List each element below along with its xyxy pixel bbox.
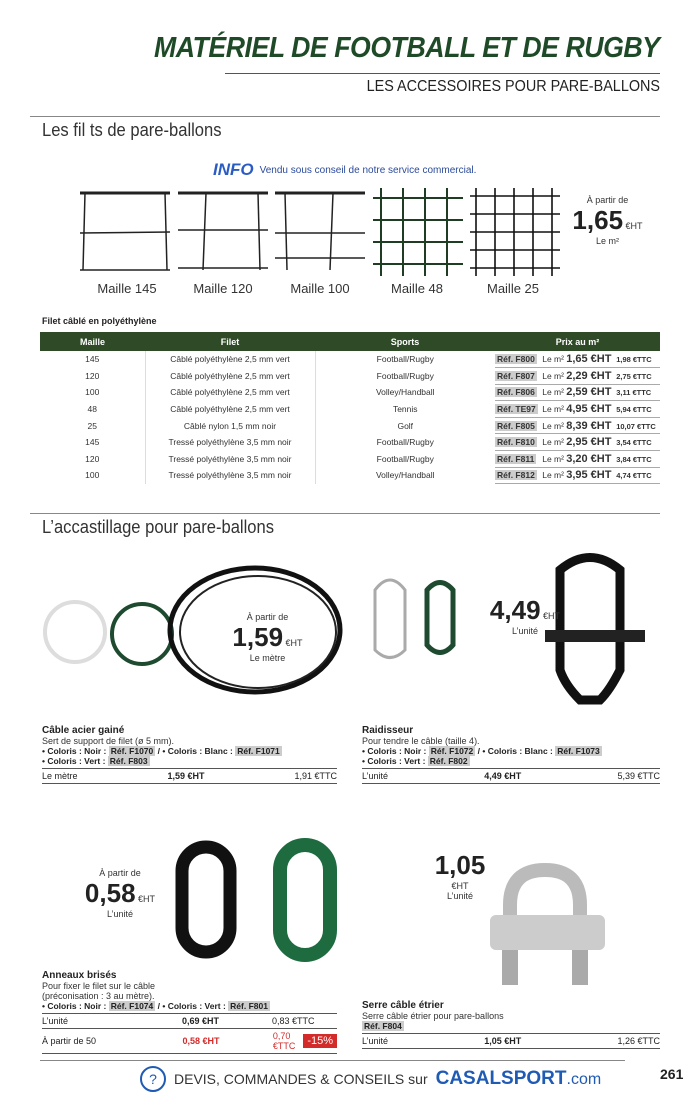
cell-unit-text: Le m²: [542, 420, 564, 431]
table-row: [40, 384, 660, 401]
cell-filet-text: Câblé polyéthylène 2,5 mm vert: [170, 404, 290, 415]
net-48-image: [373, 188, 463, 276]
net-145-image: [80, 193, 170, 270]
price-row-label: Le mètre: [42, 771, 78, 781]
product-cable: [42, 725, 337, 784]
cell-filet: [145, 368, 315, 385]
product-name: Serre câble étrier: [362, 1000, 444, 1011]
color-label: / • Coloris : Blanc :: [475, 746, 556, 756]
color-label: • Coloris : Noir :: [362, 746, 429, 756]
brand-name: CASALSPORT: [435, 1068, 567, 1089]
anneaux-image: [170, 835, 340, 965]
price-unit: €HT: [543, 611, 561, 621]
raidisseur-price-block: [480, 595, 570, 636]
price-unit: €HT: [138, 894, 156, 904]
cell-price-ht: [566, 417, 616, 434]
cell-filet: [145, 384, 315, 401]
cell-filet-text: Câblé polyéthylène 2,5 mm vert: [170, 354, 290, 365]
cell-sport-text: Football/Rugby: [376, 437, 434, 448]
cell-ref-text: Réf. F805: [497, 420, 535, 431]
cell-price-ttc: [616, 368, 660, 385]
cell-maille-text: 120: [85, 370, 100, 381]
cell-ref-text: Réf. F800: [497, 354, 535, 365]
price-ttc: 5,39 €TTC: [617, 771, 660, 781]
net-label: Maille 120: [193, 281, 253, 296]
ref-badge: Réf. F802: [429, 756, 468, 766]
price-from: À partir de: [99, 868, 141, 878]
cell-filet-text: Tressé polyéthylène 3,5 mm noir: [168, 453, 292, 464]
price-per: Le mètre: [249, 653, 286, 663]
page-title: MATÉRIEL DE FOOTBALL ET DE RUGBY: [154, 32, 660, 64]
cell-price-ht: [566, 368, 616, 385]
price-ttc: 1,91 €TTC: [294, 771, 337, 781]
cell-unit-text: Le m²: [542, 354, 564, 365]
price-per: L’unité: [106, 909, 134, 919]
color-label: / • Coloris : Blanc :: [155, 746, 236, 756]
cell-price-ht-text: 2,95 €HT: [566, 436, 612, 449]
cell-filet-text: Câblé polyéthylène 2,5 mm vert: [170, 387, 290, 398]
cell-sport-text: Football/Rugby: [376, 370, 434, 381]
price-from: À partir de: [246, 612, 289, 622]
cell-maille-text: 48: [87, 404, 97, 415]
cell-filet: [145, 451, 315, 468]
cell-price-ht: [566, 451, 616, 468]
cell-maille-text: 120: [85, 453, 100, 464]
cell-unit: [542, 467, 566, 484]
ref-badge: Réf. F803: [109, 756, 148, 766]
table-title: Filet câblé en polyéthylène: [42, 316, 157, 326]
nets-price-block: [570, 195, 645, 246]
price-per: L’unité: [511, 626, 539, 636]
divider: [30, 513, 660, 514]
net-label: Maille 145: [97, 281, 157, 296]
cell-price-ttc: [616, 434, 660, 451]
net-25-image: [470, 188, 560, 276]
cell-unit-text: Le m²: [542, 404, 564, 415]
cell-filet-text: Câblé polyéthylène 2,5 mm vert: [170, 370, 290, 381]
cell-sport-text: Football/Rugby: [376, 453, 434, 464]
cell-price-ttc: [616, 351, 660, 368]
cell-price-ttc: [616, 401, 660, 418]
cell-sport: [315, 451, 495, 468]
cell-unit-text: Le m²: [542, 453, 564, 464]
cell-sport: [315, 401, 495, 418]
cell-unit-text: Le m²: [542, 370, 564, 381]
cell-price-ttc-text: 1,98 €TTC: [616, 355, 652, 365]
price-per: Le m²: [595, 236, 619, 246]
product-anneaux: [42, 970, 337, 1054]
product-desc: Sert de support de filet (ø 5 mm).: [42, 736, 175, 746]
cell-ref: [495, 434, 542, 451]
cell-filet-text: Tressé polyéthylène 3,5 mm noir: [168, 437, 292, 448]
section-heading-accastillage: L’accastillage pour pare-ballons: [42, 517, 274, 537]
product-desc: Pour tendre le câble (taille 4).: [362, 736, 480, 746]
product-desc: (préconisation : 3 au mètre).: [42, 991, 155, 1001]
table-row: [40, 351, 660, 368]
cell-price-ttc: [616, 417, 660, 434]
cell-price-ttc-text: 3,84 €TTC: [616, 454, 652, 464]
cell-sport-text: Tennis: [392, 404, 418, 415]
net-label: Maille 25: [486, 281, 540, 296]
ref-badge: Réf. F801: [230, 1001, 268, 1011]
cell-maille: [40, 384, 145, 401]
info-text: Vendu sous conseil de notre service commercial.: [259, 164, 477, 176]
table-row: [40, 417, 660, 434]
cell-price-ht-text: 3,95 €HT: [566, 469, 612, 482]
cell-price-ht: [566, 384, 616, 401]
cell-maille-text: 25: [87, 420, 97, 431]
cell-ref: [495, 351, 542, 368]
price-row-label: L’unité: [362, 1036, 389, 1046]
price-ht: 0,69 €HT: [182, 1016, 220, 1026]
cell-price-ttc-text: 3,54 €TTC: [616, 438, 652, 448]
cell-price-ht-text: 8,39 €HT: [566, 419, 612, 432]
cell-unit: [542, 434, 566, 451]
anneaux-price-block: [80, 868, 160, 919]
color-label: • Coloris : Vert :: [42, 756, 108, 766]
col-sports: Sports: [315, 332, 495, 351]
cell-ref-text: Réf. F812: [497, 470, 535, 481]
price-value: 4,49: [489, 595, 541, 625]
ref-badge: Réf. F1074: [110, 1001, 154, 1011]
cell-ref: [495, 401, 542, 418]
cell-filet: [145, 401, 315, 418]
table-row: [40, 467, 660, 484]
cell-sport: [315, 434, 495, 451]
price-row-label: L’unité: [42, 1016, 69, 1026]
footer-link[interactable]: [436, 1068, 602, 1090]
cell-price-ttc-text: 3,11 €TTC: [616, 388, 652, 398]
cell-maille: [40, 351, 145, 368]
col-price: Prix au m²: [495, 332, 660, 351]
product-name: Câble acier gainé: [42, 725, 125, 736]
price-unit: €HT: [625, 221, 643, 231]
cell-sport-text: Volley/Handball: [375, 387, 435, 398]
price-value: 1,65: [572, 205, 624, 235]
serre-cable-image: [480, 860, 620, 1000]
cell-unit: [542, 417, 566, 434]
ref-badge: Réf. F1072: [430, 746, 474, 756]
table-row: [40, 401, 660, 418]
col-maille: Maille: [40, 332, 145, 351]
cell-sport: [315, 467, 495, 484]
help-chat-icon: ?: [140, 1066, 166, 1092]
price-row-label: L’unité: [362, 771, 389, 781]
price-ttc: 0,83 €TTC: [272, 1016, 315, 1026]
color-label: • Coloris : Noir :: [42, 746, 109, 756]
cell-price-ht: [566, 467, 616, 484]
product-desc: Pour fixer le filet sur le câble: [42, 981, 156, 991]
footer-text: DEVIS, COMMANDES & CONSEILS sur: [174, 1071, 428, 1087]
brand-domain: .com: [566, 1071, 602, 1088]
color-label: • Coloris : Noir :: [42, 1001, 109, 1011]
table-row: [40, 451, 660, 468]
price-value: 1,05: [434, 850, 486, 880]
cell-sport: [315, 351, 495, 368]
product-desc: Serre câble étrier pour pare-ballons: [362, 1011, 504, 1021]
price-ttc: 1,26 €TTC: [617, 1036, 660, 1046]
table-row: [40, 434, 660, 451]
price-unit: €HT: [285, 638, 303, 648]
nets-images: [80, 188, 570, 276]
cell-maille-text: 145: [85, 354, 100, 365]
price-per: L’unité: [446, 891, 474, 901]
serre-price-block: [425, 850, 495, 901]
cell-sport-text: Football/Rugby: [376, 354, 434, 365]
price-ht: 4,49 €HT: [484, 771, 522, 781]
cell-price-ht-text: 3,20 €HT: [566, 452, 612, 465]
divider: [30, 116, 660, 117]
cell-unit-text: Le m²: [542, 387, 564, 398]
cell-maille: [40, 434, 145, 451]
price-unit: €HT: [451, 881, 469, 891]
cell-filet-text: Câblé nylon 1,5 mm noir: [183, 420, 277, 431]
cell-maille-text: 145: [85, 437, 100, 448]
cell-price-ht-text: 1,65 €HT: [566, 353, 612, 366]
cell-maille-text: 100: [85, 387, 100, 398]
cell-price-ttc-text: 10,07 €TTC: [616, 421, 656, 431]
price-row-label: À partir de 50: [42, 1036, 97, 1046]
cell-ref-text: Réf. F811: [497, 453, 535, 464]
cell-filet: [145, 417, 315, 434]
net-label: Maille 100: [290, 281, 350, 296]
cell-price-ht-text: 4,95 €HT: [566, 403, 612, 416]
cell-maille: [40, 467, 145, 484]
color-label: • Coloris : Vert :: [362, 756, 428, 766]
price-ht: 1,05 €HT: [484, 1036, 522, 1046]
cell-price-ht-text: 2,59 €HT: [566, 386, 612, 399]
cell-price-ttc-text: 2,75 €TTC: [616, 371, 652, 381]
cell-price-ttc: [616, 451, 660, 468]
divider: [225, 73, 660, 74]
cell-ref-text: Réf. TE97: [497, 404, 536, 415]
cell-ref: [495, 451, 542, 468]
cell-price-ttc-text: 4,74 €TTC: [616, 471, 652, 481]
cell-unit-text: Le m²: [542, 470, 564, 481]
net-label: Maille 48: [390, 281, 444, 296]
cell-maille: [40, 451, 145, 468]
cell-maille-text: 100: [85, 470, 100, 481]
footer: [140, 1066, 601, 1092]
product-serre-cable: [362, 1000, 660, 1049]
cell-price-ht: [566, 434, 616, 451]
cell-filet: [145, 434, 315, 451]
price-from: À partir de: [586, 195, 629, 205]
cell-price-ht: [566, 351, 616, 368]
cell-filet: [145, 467, 315, 484]
cell-unit: [542, 368, 566, 385]
cell-ref-text: Réf. F806: [497, 387, 535, 398]
cell-sport-text: Golf: [397, 420, 414, 431]
table-row: [40, 368, 660, 385]
cell-unit: [542, 351, 566, 368]
cell-price-ttc-text: 5,94 €TTC: [616, 405, 652, 415]
cell-price-ht: [566, 401, 616, 418]
cell-price-ttc: [616, 384, 660, 401]
cell-price-ht-text: 2,29 €HT: [566, 369, 612, 382]
cable-image: [40, 560, 360, 700]
cell-ref: [495, 417, 542, 434]
cell-ref-text: Réf. F807: [497, 370, 535, 381]
cell-ref-text: Réf. F810: [497, 437, 535, 448]
product-name: Anneaux brisés: [42, 970, 117, 981]
cell-unit: [542, 451, 566, 468]
cell-maille: [40, 417, 145, 434]
section-heading-nets: Les fil ts de pare-ballons: [42, 120, 222, 140]
info-logo: INFO: [213, 160, 254, 179]
cell-unit: [542, 401, 566, 418]
divider: [40, 1060, 625, 1061]
cell-sport-text: Volley/Handball: [375, 470, 435, 481]
price-ht: 0,58 €HT: [182, 1036, 220, 1046]
cell-sport: [315, 368, 495, 385]
cell-ref: [495, 467, 542, 484]
cell-maille: [40, 401, 145, 418]
price-value: 1,59: [232, 622, 284, 652]
cell-ref: [495, 368, 542, 385]
color-label: / • Coloris : Vert :: [155, 1001, 229, 1011]
cell-sport: [315, 384, 495, 401]
cell-price-ttc: [616, 467, 660, 484]
ref-badge: Réf. F1073: [557, 746, 600, 756]
cable-price-block: [225, 612, 310, 663]
page-number: 261: [660, 1066, 684, 1082]
cell-sport: [315, 417, 495, 434]
cell-unit: [542, 384, 566, 401]
page-subtitle: LES ACCESSOIRES POUR PARE-BALLONS: [366, 78, 660, 95]
ref-badge: Réf. F804: [364, 1021, 402, 1031]
price-ht: 1,59 €HT: [167, 771, 205, 781]
net-120-image: [178, 193, 268, 270]
product-name: Raidisseur: [362, 725, 414, 736]
price-ttc: 0,70 €TTC: [272, 1031, 296, 1051]
col-filet: Filet: [145, 332, 315, 351]
cell-ref: [495, 384, 542, 401]
info-banner: [213, 160, 476, 180]
cell-maille: [40, 368, 145, 385]
product-raidisseur: [362, 725, 660, 784]
cell-unit-text: Le m²: [542, 437, 564, 448]
ref-badge: Réf. F1071: [237, 746, 280, 756]
price-value: 0,58: [84, 878, 136, 908]
cell-filet: [145, 351, 315, 368]
ref-badge: Réf. F1070: [110, 746, 154, 756]
net-100-image: [275, 193, 365, 270]
discount-badge: -15%: [303, 1034, 337, 1048]
nets-price-table: [40, 332, 660, 484]
cell-filet-text: Tressé polyéthylène 3,5 mm noir: [168, 470, 292, 481]
